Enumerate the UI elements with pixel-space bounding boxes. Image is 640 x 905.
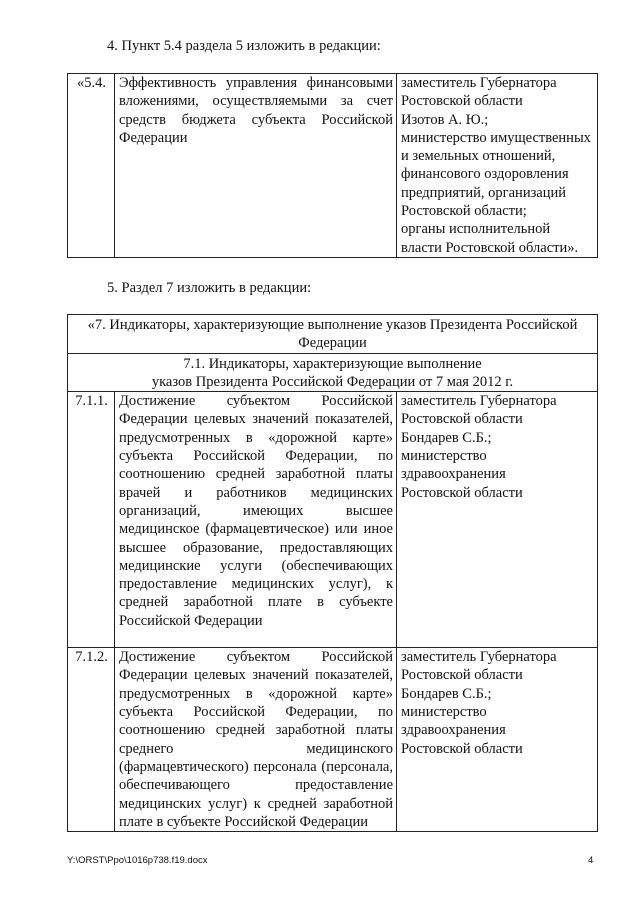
- item-number: 7.1.1.: [68, 392, 115, 648]
- responsible-line: предприятий, организаций: [401, 184, 567, 201]
- responsible-line: Изотов А. Ю.;: [401, 111, 489, 128]
- table-row: [68, 392, 598, 648]
- responsible-line: министерство: [401, 704, 487, 721]
- responsible-line: Ростовской области: [401, 667, 523, 684]
- responsible-line: здравоохранения: [401, 722, 506, 739]
- subsection-line: указов Президента Российской Федерации от 7 мая 2012 г.: [151, 373, 514, 390]
- responsible-line: заместитель Губернатора: [401, 393, 557, 410]
- item-responsible: [397, 648, 598, 832]
- section-7-title: «7. Индикаторы, характеризующие выполнение указов Президента Российской Федерации: [68, 315, 598, 354]
- item-description: Достижение субъектом Российской Федерации целевых значений показателей, предусмотренных в «дорожной карте» субъекта Российской Федерации, по соотношению средней заработной платы среднего медицинского (фармацевтического) персонала (персонала, обеспечивающего предоставление медицинских услуг) к средней заработной плате в субъекте Российской Федерации: [115, 648, 397, 832]
- subsection-7-1-title: [68, 353, 598, 392]
- table-row: [68, 648, 598, 832]
- item-description: Эффективность управления финансовыми вложениями, осуществляемыми за счет средств бюджета субъекта Российской Федерации: [115, 74, 397, 258]
- responsible-line: и земельных отношений,: [401, 148, 556, 165]
- responsible-line: Ростовской области: [401, 411, 523, 428]
- footer-file-path: Y:\ORST\Ppo\1016p738.f19.docx: [67, 855, 208, 866]
- responsible-line: Бондарев С.Б.;: [401, 429, 492, 446]
- item-responsible: [397, 392, 598, 648]
- responsible-line: министерство имущественных: [401, 129, 591, 146]
- responsible-line: власти Ростовской области».: [401, 239, 579, 256]
- responsible-line: Бондарев С.Б.;: [401, 685, 492, 702]
- table-header-row: [68, 315, 598, 354]
- subsection-line: 7.1. Индикаторы, характеризующие выполнение: [183, 355, 482, 372]
- page-number: 4: [588, 855, 594, 866]
- item-number: «5.4.: [68, 74, 115, 258]
- responsible-line: заместитель Губернатора: [401, 75, 557, 91]
- item-number: 7.1.2.: [68, 648, 115, 832]
- item-responsible: [397, 74, 598, 258]
- responsible-line: Ростовской области: [401, 484, 523, 501]
- table-item-5-4: [67, 73, 598, 258]
- responsible-line: министерство: [401, 448, 487, 465]
- responsible-line: Ростовской области: [401, 93, 523, 110]
- responsible-line: финансового оздоровления: [401, 166, 569, 183]
- responsible-line: органы исполнительной: [401, 221, 551, 238]
- responsible-line: Ростовской области: [401, 740, 523, 757]
- table-section-7: [67, 314, 598, 832]
- responsible-line: заместитель Губернатора: [401, 649, 557, 666]
- responsible-line: Ростовской области;: [401, 203, 527, 220]
- responsible-line: здравоохранения: [401, 466, 506, 483]
- section-4-instruction: 4. Пункт 5.4 раздела 5 изложить в редакции:: [107, 38, 381, 54]
- table-subheader-row: [68, 353, 598, 392]
- table-row: [68, 74, 598, 258]
- item-description: Достижение субъектом Российской Федерации целевых значений показателей, предусмотренных в «дорожной карте» субъекта Российской Федерации, по соотношению средней заработной платы врачей и работников медицинских организаций, имеющих высшее медицинское (фармацевтическое) или иное высшее образование, предоставляющих медицинские услуги (обеспечивающих предоставление медицинских услуг), к средней заработной плате в субъекте Российской Федерации: [115, 392, 397, 648]
- section-5-instruction: 5. Раздел 7 изложить в редакции:: [107, 280, 312, 296]
